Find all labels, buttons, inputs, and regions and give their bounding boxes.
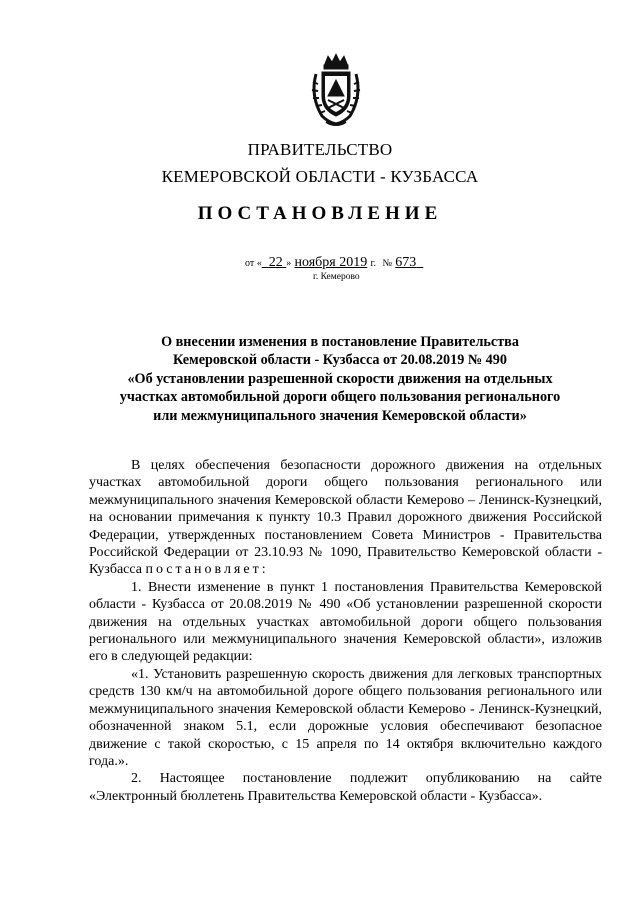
coat-of-arms-icon (308, 52, 364, 128)
resolution-verb: постановляет: (145, 562, 269, 578)
date-quote-close: » (286, 258, 292, 269)
subject-line: О внесении изменения в постановление Правительства (161, 334, 519, 350)
clause-1-paragraph: 1. Внести изменение в пункт 1 постановления Правительства Кемеровской области - Кузбасса от 20.08.2019 № 490 «Об установлении разрешенной скорости движения на отдельных участках автомобильной дороги общего пользования регионального или межмуниципального значения Кемеровской области», изложив его в следующей редакции: (89, 579, 602, 665)
document-type-title: ПОСТАНОВЛЕНИЕ (197, 203, 443, 224)
subject-line: Кемеровской области - Кузбасса от 20.08.2019 № 490 (173, 352, 507, 369)
org-name-line1: ПРАВИТЕЛЬСТВО (247, 140, 393, 159)
date-prefix: от « (245, 258, 262, 269)
org-name-line2: КЕМЕРОВСКОЙ ОБЛАСТИ - КУЗБАССА (161, 167, 479, 186)
document-number: 673 (395, 255, 417, 270)
number-sign: № (382, 258, 393, 269)
document-body (89, 457, 602, 805)
date-month-year: ноября 2019 (294, 255, 368, 270)
date-number-line (245, 254, 423, 271)
clause-2-paragraph: 2. Настоящее постановление подлежит опубликованию на сайте «Электронный бюллетень Правительства Кемеровской области - Кузбасса». (89, 771, 602, 804)
subject-line: участках автомобильной дороги общего пользования регионального (119, 389, 561, 406)
subject-line: «Об установлении разрешенной скорости движения на отдельных (127, 370, 553, 387)
new-clause-text-paragraph: «1. Установить разрешенную скорость движения для легковых транспортных средств 130 км/ч на автомобильной дороге общего пользования регионального или межмуниципального значения Кемеровской области Кемерово - Ленинск-Кузнецкий, обозначенной знаком 5.1, если дорожные условия обеспечивают безопасное движение с такой скоростью, с 15 апреля по 14 октября включительно каждого года.». (89, 666, 602, 769)
preamble-paragraph: В целях обеспечения безопасности дорожного движения на отдельных участках автомобильной дороги общего пользования регионального или межмуниципального значения Кемеровской области Кемерово – Ленинск-Кузнецкий, на основании примечания к пункту 10.3 Правил дорожного движения Российской Федерации, утвержденных постановлением Совета Министров - Правительства Российской Федерации от 23.10.93 № 1090, Правительство Кемеровской области - Кузбасса постановляет: (89, 458, 602, 578)
date-year-suffix: г. (370, 258, 376, 269)
document-subject (80, 333, 600, 425)
city-label: г. Кемерово (313, 272, 360, 282)
subject-line: или межмуниципального значения Кемеровской области» (153, 407, 527, 424)
date-day: 22 (268, 255, 283, 270)
